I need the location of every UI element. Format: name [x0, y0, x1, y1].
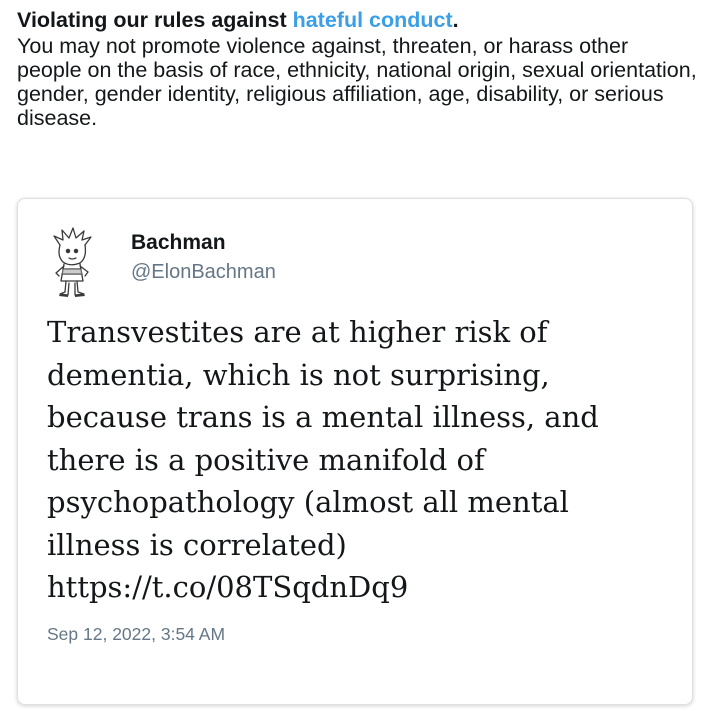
tweet-text	[47, 311, 667, 609]
tweet-text-line: there is a positive manifold of	[47, 442, 485, 477]
tweet-text-line: psychopathology (almost all mental	[47, 485, 569, 519]
tweet-timestamp[interactable]: Sep 12, 2022, 3:54 AM	[47, 624, 226, 644]
cartoon-boy-avatar-icon-svg	[48, 227, 98, 299]
notice-heading	[17, 6, 697, 34]
tweet-text-line: Transvestites are at higher risk of	[47, 315, 548, 349]
tweet-text-line: dementia, which is not surprising,	[47, 357, 550, 392]
tweet-display-name[interactable]: Bachman	[131, 231, 226, 254]
notice-heading-prefix: Violating our rules against	[17, 8, 293, 32]
hateful-conduct-link[interactable]: hateful conduct	[292, 8, 453, 32]
tweet-card[interactable]	[17, 198, 693, 705]
notice-heading-suffix: .	[452, 8, 459, 32]
notice-body: You may not promote violence against, threaten, or harass other people on the basis of race, ethnicity, national origin, sexual orientation, gender, gender identity, religious affiliation, age, disability, or serious disease.	[17, 34, 697, 130]
tweet-text-line: illness is correlated)	[47, 527, 347, 562]
tweet-handle[interactable]: @ElonBachman	[131, 261, 276, 283]
tweet-link[interactable]: https://t.co/08TSqdnDq9	[47, 570, 409, 604]
policy-notice	[17, 6, 697, 130]
tweet-text-line: because trans is a mental illness, and	[47, 400, 599, 434]
cartoon-boy-avatar-icon[interactable]	[48, 227, 98, 299]
